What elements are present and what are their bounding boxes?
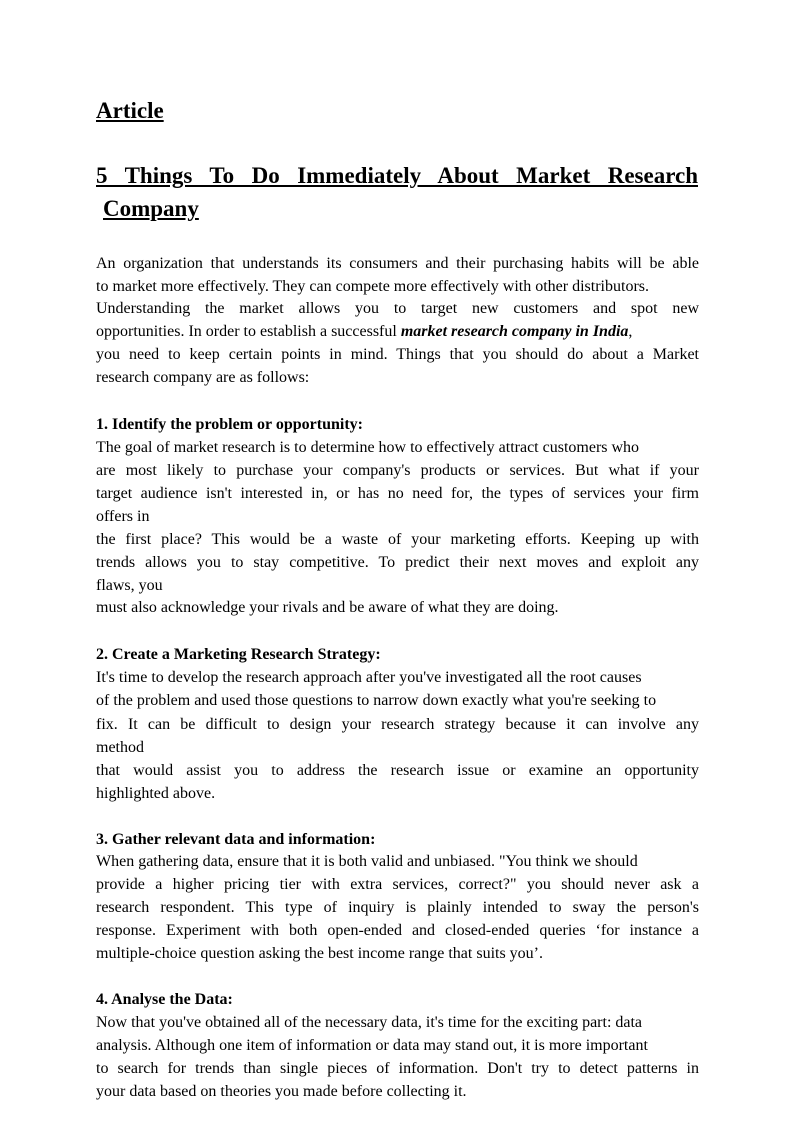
article-label: Article [96,98,164,123]
section-heading: 4. Analyse the Data: [96,991,233,1008]
intro-line-punctuation: , [628,323,633,340]
section-line: method [96,739,144,756]
section-line: When gathering data, ensure that it is both valid and unbiased. "You think we should [96,853,638,870]
section-line: response. Experiment with both open-ended and closed-ended queries ‘for instance a [96,922,699,939]
intro-line: Understanding the market allows you to target new customers and spot new [96,300,699,317]
section-line: your data based on theories you made before collecting it. [96,1083,467,1100]
section-line: must also acknowledge your rivals and be aware of what they are doing. [96,599,559,616]
section-line: the first place? This would be a waste of your marketing efforts. Keeping up with [96,531,699,548]
section-line: of the problem and used those questions to narrow down exactly what you're seeking to [96,692,657,709]
intro-line: An organization that understands its consumers and their purchasing habits will be able [96,255,699,272]
section-line: fix. It can be difficult to design your research strategy because it can involve any [96,716,699,733]
section-line: that would assist you to address the research issue or examine an opportunity [96,762,699,779]
section-line: are most likely to purchase your company's products or services. But what if your [96,462,699,479]
intro-line: you need to keep certain points in mind. Things that you should do about a Market [96,346,699,363]
section-line: research respondent. This type of inquiry is plainly intended to sway the person's [96,899,699,916]
section-line: It's time to develop the research approach after you've investigated all the root causes [96,669,642,686]
section-line: The goal of market research is to determine how to effectively attract customers who [96,439,640,456]
section-line: target audience isn't interested in, or has no need for, the types of services your firm [96,485,699,502]
intro-line-text: opportunities. In order to establish a successful [96,323,401,340]
section-heading: 3. Gather relevant data and information: [96,831,376,848]
article-title-line-1: 5 Things To Do Immediately About Market Research [96,163,698,188]
intro-line-with-emphasis [96,320,632,343]
section-line: flaws, you [96,577,163,594]
article-title-line-2: Company [103,196,199,221]
section-line: analysis. Although one item of information or data may stand out, it is more important [96,1037,648,1054]
emphasis-phrase: market research company in India [400,323,629,340]
section-line: Now that you've obtained all of the necessary data, it's time for the exciting part: data [96,1014,643,1031]
section-line: highlighted above. [96,785,216,802]
intro-line: to market more effectively. They can compete more effectively with other distributors. [96,278,649,295]
intro-line: research company are as follows: [96,369,310,386]
section-line: provide a higher pricing tier with extra services, correct?" you should never ask a [96,876,699,893]
section-line: to search for trends than single pieces of information. Don't try to detect patterns in [96,1060,699,1077]
section-line: trends allows you to stay competitive. To predict their next moves and exploit any [96,554,699,571]
section-line: offers in [96,508,150,525]
section-heading: 1. Identify the problem or opportunity: [96,416,363,433]
section-line: multiple-choice question asking the best income range that suits you’. [96,945,544,962]
section-heading: 2. Create a Marketing Research Strategy: [96,646,381,663]
